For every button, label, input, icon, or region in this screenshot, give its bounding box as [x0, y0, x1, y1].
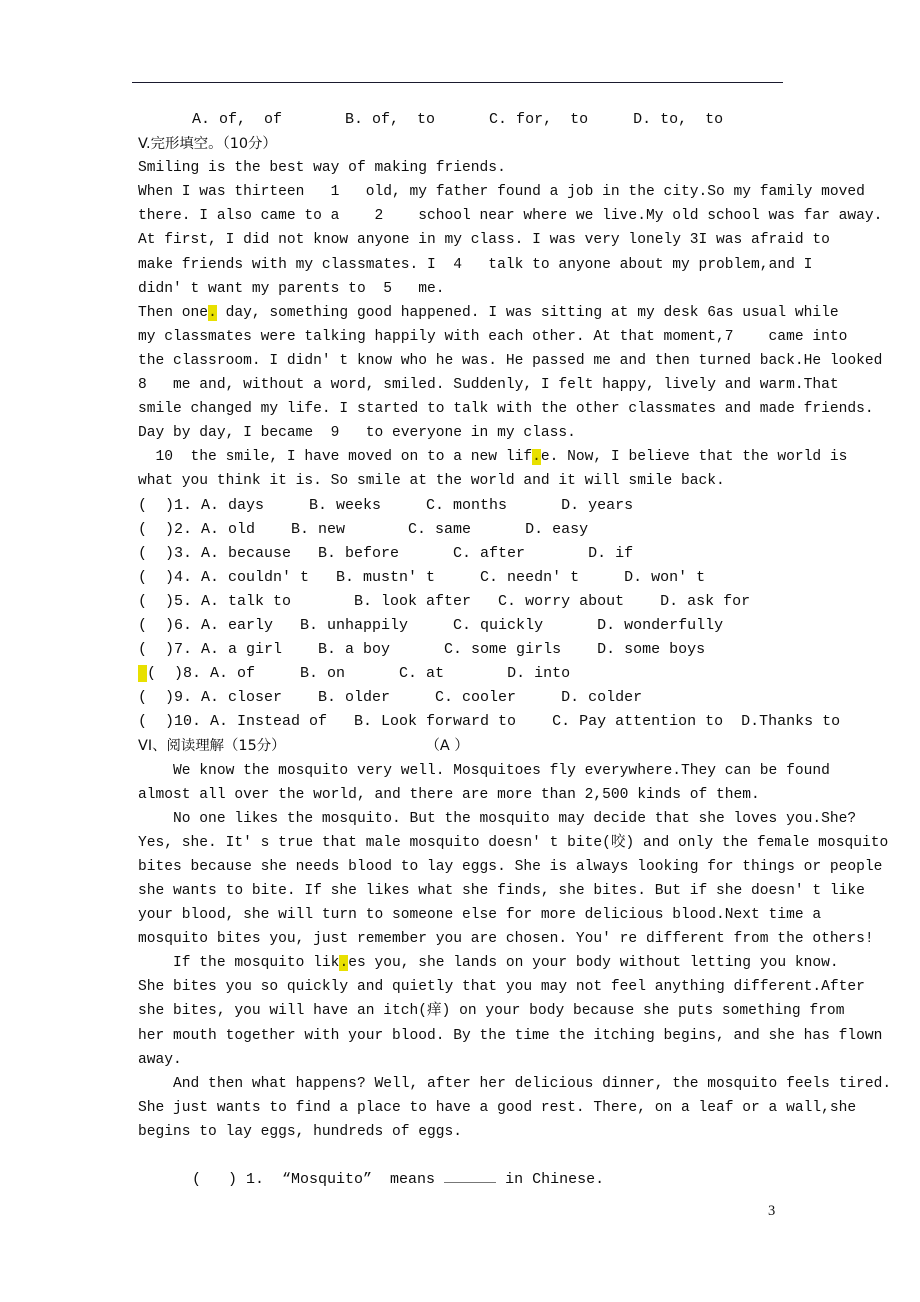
section-cloze-heading: V.完形填空。（10分） [138, 136, 277, 153]
line-left: Then one. day, something good happened. I was sitting at my desk 6 [138, 304, 717, 321]
passage-line [138, 277, 784, 301]
previous-question-options: A. of, of B. of, to C. for, to D. to, to [138, 111, 724, 128]
line-left: the classroom. I didn' t know who he was. He passed me and then turned back. [138, 352, 804, 369]
line-left: 8 me and, without a word, smiled. Suddenly, I felt happy, lively and warm. [138, 377, 804, 394]
passage-line [138, 1096, 857, 1120]
line-right: Next time a [724, 907, 822, 924]
passage-line: smile changed my life. I started to talk with the other classmates and made friends. [138, 401, 874, 418]
passage-line [138, 373, 839, 397]
reading-question-1[interactable] [138, 1144, 786, 1216]
line-right: After [821, 979, 865, 996]
line-right: They can be found [680, 762, 830, 779]
line-left: She just wants to find a place to have a good rest. There, on a leaf or a wall, [138, 1099, 830, 1116]
line-left: my classmates were talking happily with each other. At that moment, [138, 328, 725, 345]
question-item[interactable]: ( )7. A. a girl B. a boy C. some girls D. some boys [138, 641, 706, 659]
passage-line: If the mosquito lik.es you, she lands on your body without letting you know. [138, 955, 839, 972]
cloze-passage [138, 180, 883, 493]
passage-line: begins to lay eggs, hundreds of eggs. [138, 1123, 463, 1140]
line-right: He looked [803, 352, 883, 369]
line-left: make friends with my classmates. I 4 talk to anyone about my problem, [138, 256, 769, 273]
passage-line [138, 228, 830, 252]
line-right: My old school was far away. [645, 208, 883, 225]
question-item[interactable]: ( )1. A. days B. weeks C. months D. years [138, 496, 634, 514]
question-prefix: ( ) 1. “Mosquito” means [192, 1171, 445, 1189]
passage-line [138, 975, 865, 999]
line-left: your blood, she will turn to someone else for more delicious blood. [138, 907, 725, 924]
question-item[interactable]: ( )8. A. of B. on C. at D. into [138, 662, 786, 686]
line-left: We know the mosquito very well. Mosquitoes fly everywhere. [138, 762, 681, 779]
passage-line: she bites, you will have an itch(痒) on your body because she puts something from [138, 1003, 845, 1020]
question-item[interactable]: ( )10. A. Instead of B. Look forward to C. Pay attention to D.Thanks to [138, 713, 841, 731]
line-left: When I was thirteen 1 old, my father found a job in the city. [138, 184, 708, 201]
highlight-mark: . [339, 955, 349, 972]
page-number: 3 [768, 1203, 776, 1219]
highlight-mark: . [532, 449, 541, 466]
line-right: 7 came into [724, 328, 848, 345]
passage-line [138, 180, 865, 204]
page-content [138, 108, 892, 1216]
passage-line [138, 301, 839, 325]
line-left: there. I also came to a 2 school near where we live. [138, 208, 646, 225]
passage-line [138, 253, 813, 277]
passage-line [138, 759, 830, 783]
passage-line: her mouth together with your blood. By the time the itching begins, and she has flown [138, 1027, 883, 1044]
question-item[interactable]: ( )6. A. early B. unhappily C. quickly D. wonderfully [138, 616, 724, 634]
question-item[interactable]: ( )2. A. old B. new C. same D. easy [138, 520, 589, 538]
passage-line: Day by day, I became 9 to everyone in my class. [138, 425, 576, 442]
passage-line: what you think it is. So smile at the world and it will smile back. [138, 473, 725, 490]
passage-line [138, 325, 848, 349]
line-right: I was afraid to [698, 232, 830, 249]
passage-line [138, 204, 883, 228]
question-item[interactable]: ( )3. A. because B. before C. after D. if [138, 544, 634, 562]
question-item[interactable]: ( )9. A. closer B. older C. cooler D. colder [138, 689, 643, 707]
passage-line: 10 the smile, I have moved on to a new lif.e. Now, I believe that the world is [138, 449, 848, 466]
passage-line [138, 903, 822, 927]
cloze-intro-line: Smiling is the best way of making friends. [138, 160, 506, 177]
passage-line: Yes, she. It' s true that male mosquito doesn' t bite(咬) and only the female mosquito [138, 834, 889, 851]
header-rule [132, 82, 783, 83]
line-right: That [803, 377, 839, 394]
line-right: and I [768, 256, 813, 273]
line-right: So my family moved [707, 184, 865, 201]
line-right: she [829, 1099, 857, 1116]
highlight-mark [138, 665, 147, 682]
line-left: No one likes the mosquito. But the mosquito may decide that she loves you. [138, 810, 822, 827]
passage-line: away. [138, 1051, 182, 1068]
section-reading-heading: VI、阅读理解（15分） [138, 738, 286, 755]
line-right: as usual while [716, 304, 839, 321]
passage-line: she wants to bite. If she likes what she finds, she bites. But if she doesn' t like [138, 883, 865, 899]
section-reading-heading-row [138, 734, 786, 758]
passage-label: （A ） [425, 738, 469, 755]
answer-blank[interactable] [444, 1169, 496, 1183]
question-item[interactable]: ( )5. A. talk to B. look after C. worry about D. ask for [138, 592, 751, 610]
line-left: She bites you so quickly and quietly that you may not feel anything different. [138, 979, 822, 996]
line-left: didn' t want my parents to 5 me. [138, 280, 445, 297]
question-item[interactable]: ( )4. A. couldn' t B. mustn' t C. needn' t D. won' t [138, 568, 706, 586]
line-right: She? [821, 810, 857, 827]
passage-line: almost all over the world, and there are more than 2,500 kinds of them. [138, 786, 760, 803]
highlight-mark: . [208, 304, 217, 321]
line-left: At first, I did not know anyone in my class. I was very lonely 3 [138, 232, 699, 249]
passage-line: mosquito bites you, just remember you are chosen. You' re different from the others! [138, 931, 874, 948]
passage-line: And then what happens? Well, after her delicious dinner, the mosquito feels tired. [138, 1075, 892, 1092]
passage-line: bites because she needs blood to lay eggs. She is always looking for things or people [138, 858, 883, 875]
passage-line [138, 349, 883, 373]
cloze-question-list [138, 494, 841, 735]
passage-line [138, 807, 857, 831]
reading-passage [138, 759, 892, 1145]
question-suffix: in Chinese. [496, 1171, 605, 1189]
